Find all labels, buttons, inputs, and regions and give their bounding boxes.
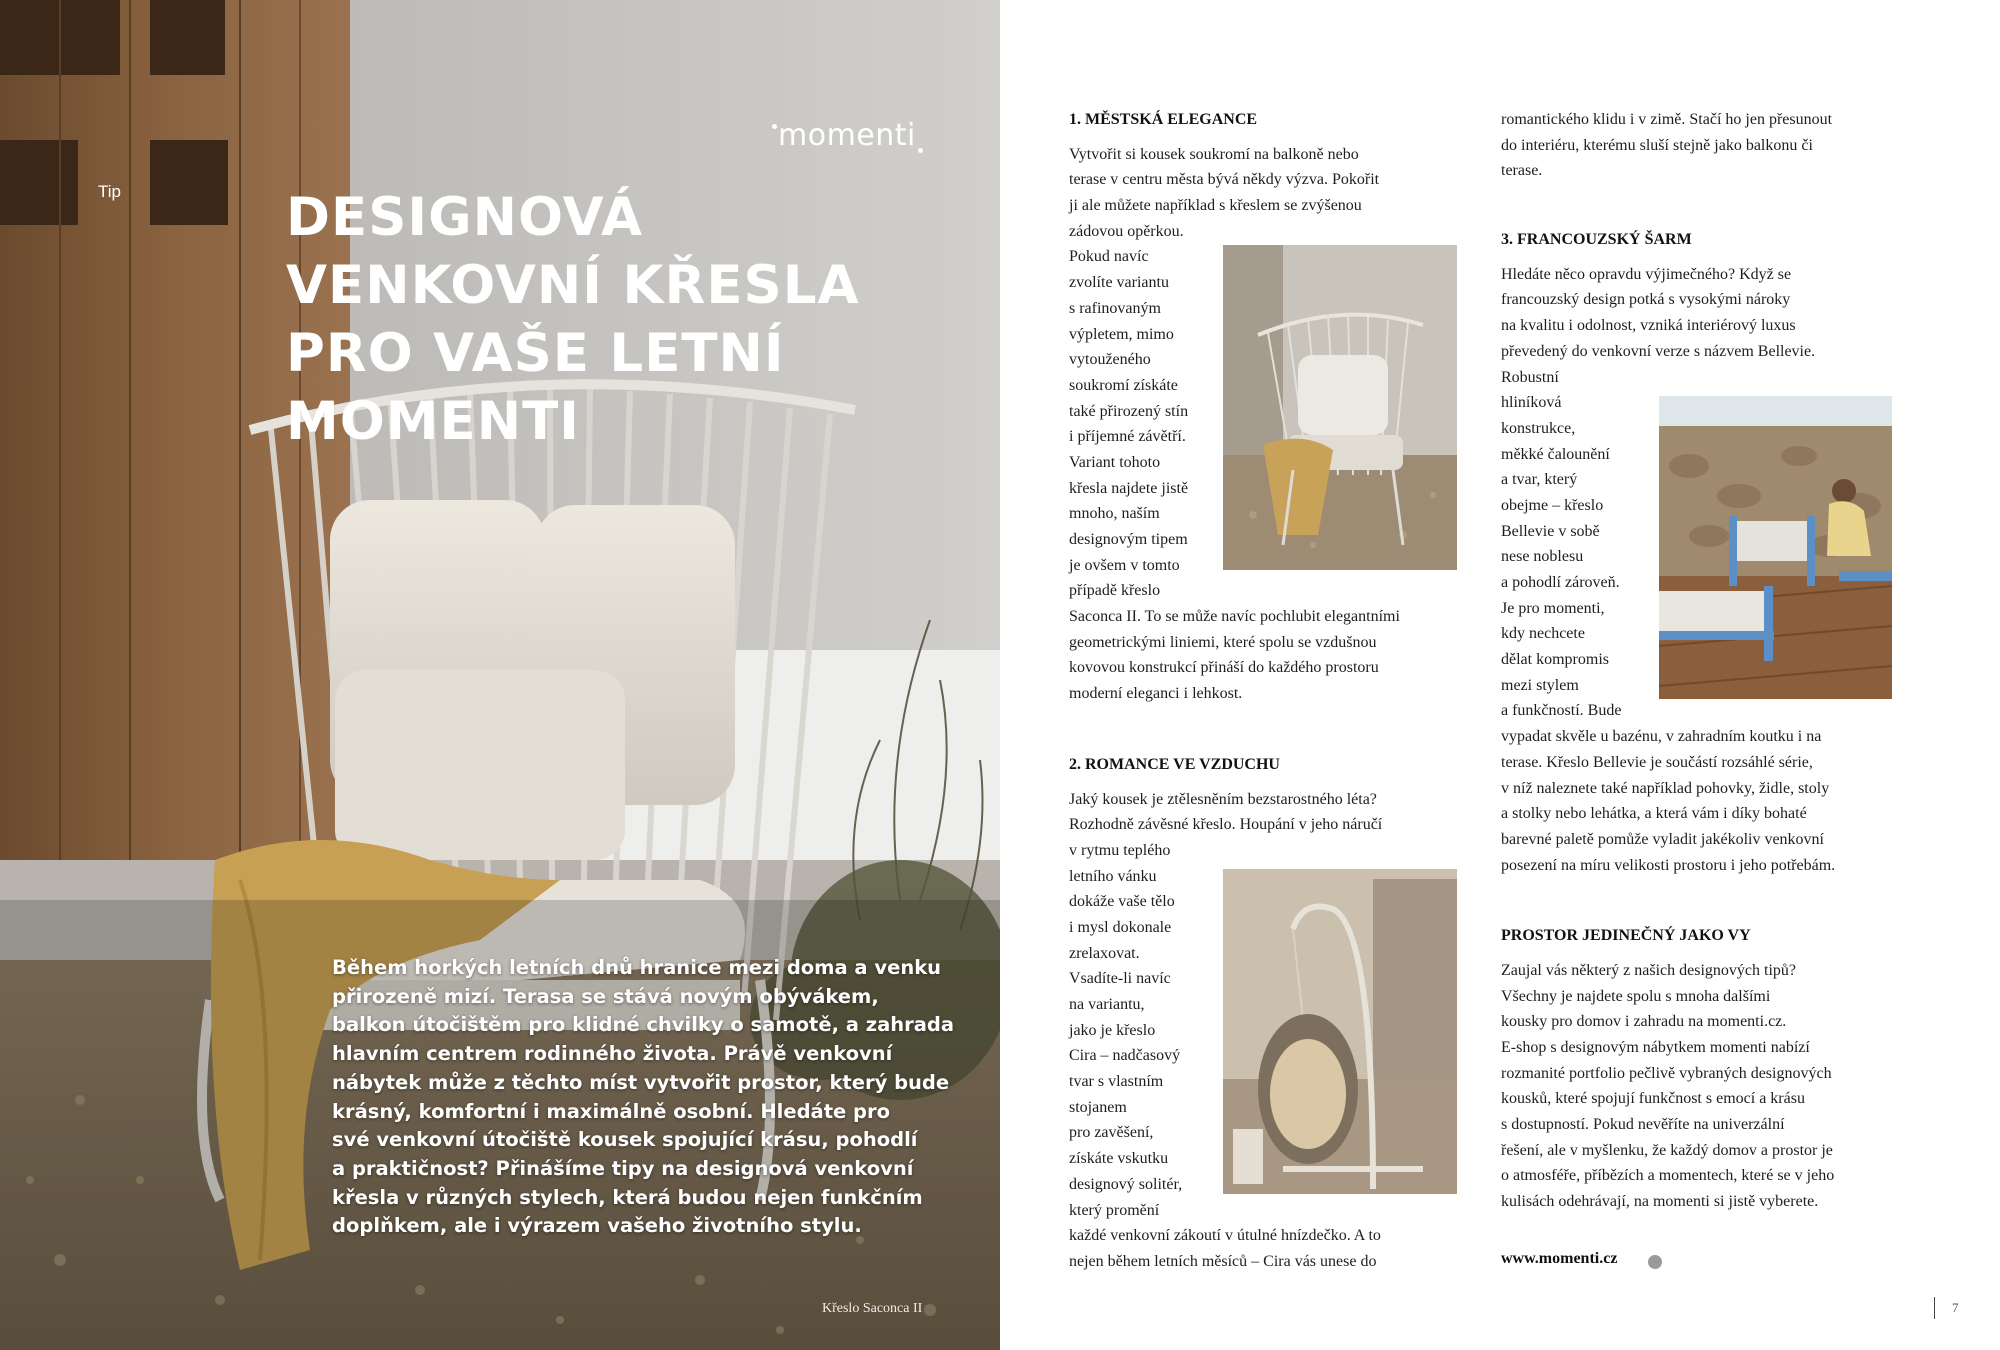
text-line: barevné paletě pomůže vyladit jakékoliv venkovní <box>1501 830 1824 848</box>
text-line: kousků, které spojují funkčnost s emocí a krásu <box>1501 1090 1805 1108</box>
text-line: vypadat skvěle u bazénu, v zahradním koutku i na <box>1501 728 1822 746</box>
text-line: jako je křeslo <box>1069 1021 1156 1039</box>
section-continuation <box>1501 107 1901 184</box>
text-line: soukromí získáte <box>1069 376 1178 394</box>
text-line: i mysl dokonale <box>1069 918 1172 936</box>
text-line: zádovou opěrkou. <box>1069 222 1184 240</box>
text-line: dokáže vaše tělo <box>1069 893 1175 911</box>
text-line: kdy nechcete <box>1501 625 1585 643</box>
text-line: Variant tohoto <box>1069 453 1161 471</box>
bellevie-chair-image <box>1659 396 1892 699</box>
text-line: francouzský design potká s vysokými nároky <box>1501 291 1791 309</box>
text-line: případě křeslo <box>1069 582 1161 600</box>
text-line: Pokud navíc <box>1069 248 1149 266</box>
text-line: Zaujal vás některý z našich designových tipů? <box>1501 961 1797 979</box>
section-title-prostor-jedinecny: PROSTOR JEDINEČNÝ JAKO VY <box>1501 927 1751 945</box>
text-line: křesla najdete jistě <box>1069 479 1189 497</box>
text-line: pro zavěšení, <box>1069 1124 1154 1142</box>
photo-caption: Křeslo Saconca II <box>822 1301 923 1316</box>
text-line: převedený do venkovní verze s názvem Bellevie. <box>1501 342 1816 360</box>
text-line: terase v centru města bývá někdy výzva. Pokořit <box>1069 171 1380 189</box>
text-line: také přirozený stín <box>1069 402 1189 420</box>
logo-text: momenti <box>778 118 916 153</box>
cira-chair-image <box>1223 869 1457 1194</box>
text-line: dělat kompromis <box>1501 651 1609 669</box>
text-line: do interiéru, kterému sluší stejně jako balkonu či <box>1501 136 1813 154</box>
section-title-mestska-elegance: 1. MĚSTSKÁ ELEGANCE <box>1069 111 1258 128</box>
text-line: romantického klidu i v zimě. Stačí ho jen přesunout <box>1501 111 1833 128</box>
text-line: Saconca II. To se může navíc pochlubit elegantními <box>1069 608 1400 626</box>
text-line: rozmanité portfolio pečlivě vybraných designových <box>1501 1064 1832 1082</box>
section-title-francouzsky-sarm: 3. FRANCOUZSKÝ ŠARM <box>1501 231 1692 249</box>
text-line: kovovou konstrukcí přináší do každého prostoru <box>1069 659 1379 677</box>
text-line: Vsadíte-li navíc <box>1069 970 1171 988</box>
intro-paragraph <box>332 954 955 1241</box>
text-line: designovým tipem <box>1069 531 1188 549</box>
intro-line: krásný, komfortní i maximálně osobní. Hledáte pro <box>332 1099 891 1123</box>
text-line: terase. <box>1501 162 1543 180</box>
text-line: ji ale můžete například s křeslem se zvýšenou <box>1069 197 1362 215</box>
intro-line: a praktičnost? Přinášíme tipy na designová venkovní <box>332 1156 914 1180</box>
intro-line: své venkovní útočiště kousek spojující krásu, pohodlí <box>332 1128 918 1152</box>
text-line: Bellevie v sobě <box>1501 522 1600 540</box>
text-line: o atmosféře, příbězích a momentech, které se v jeho <box>1501 1167 1835 1185</box>
text-line: který promění <box>1069 1201 1160 1219</box>
text-line: vytouženého <box>1069 351 1151 369</box>
text-line: obejme – křeslo <box>1501 496 1604 514</box>
inset-photo-bellevie <box>1659 396 1892 699</box>
text-line: Je pro momenti, <box>1501 599 1605 617</box>
page-number-divider <box>1934 1297 1935 1319</box>
inset-photo-cira <box>1223 869 1457 1194</box>
tip-label: Tip <box>98 182 121 201</box>
inset-photo-saconca <box>1223 245 1457 570</box>
text-line: stojanem <box>1069 1098 1127 1116</box>
bullet-dot-icon <box>1648 1255 1662 1269</box>
intro-line: balkon útočištěm pro klidné chvilky o samotě, a zahrada <box>332 1013 955 1037</box>
text-line: a pohodlí zároveň. <box>1501 574 1620 592</box>
text-line: s rafinovaným <box>1069 299 1161 317</box>
intro-line: přirozeně mizí. Terasa se stává novým obývákem, <box>332 984 879 1008</box>
intro-line: doplňkem, ale i výrazem vašeho životního stylu. <box>332 1214 862 1238</box>
text-line: získáte vskutku <box>1069 1150 1169 1168</box>
text-line: zvolíte variantu <box>1069 274 1169 292</box>
text-line: letního vánku <box>1069 867 1157 885</box>
text-line: i příjemné závětří. <box>1069 428 1186 446</box>
intro-line: Během horkých letních dnů hranice mezi doma a venku <box>332 956 942 979</box>
text-line: na kvalitu i odolnost, vzniká interiérový luxus <box>1501 317 1796 335</box>
text-line: v níž naleznete také například pohovky, židle, stoly <box>1501 779 1830 797</box>
text-line: terase. Křeslo Bellevie je součástí rozsáhlé série, <box>1501 753 1813 771</box>
text-line: kulisách odehrávají, na momenti si jistě vyberete. <box>1501 1193 1819 1211</box>
text-line: mnoho, naším <box>1069 505 1160 523</box>
section-title-romance-ve-vzduchu: 2. ROMANCE VE VZDUCHU <box>1069 755 1280 773</box>
text-line: hliníková <box>1501 394 1562 412</box>
text-line: výpletem, mimo <box>1069 325 1174 343</box>
text-line: konstrukce, <box>1501 419 1576 437</box>
intro-line: hlavním centrem rodinného života. Právě venkovní <box>332 1042 893 1066</box>
text-line: řešení, ale v myšlenku, že každý domov a prostor je <box>1501 1141 1833 1159</box>
text-line: designový solitér, <box>1069 1175 1183 1193</box>
text-line: s dostupností. Pokud nevěříte na univerzální <box>1501 1116 1785 1134</box>
headline-line: MOMENTI <box>286 391 580 452</box>
text-line: a tvar, který <box>1501 471 1578 489</box>
text-line: moderní eleganci i lehkost. <box>1069 685 1243 703</box>
momenti-logo <box>772 118 923 153</box>
page-number: 7 <box>1952 1300 1959 1315</box>
text-line: nejen během letních měsíců – Cira vás unese do <box>1069 1252 1377 1270</box>
headline-line: PRO VAŠE LETNÍ <box>286 323 785 384</box>
text-line: Robustní <box>1501 368 1559 386</box>
headline-line: VENKOVNÍ KŘESLA <box>286 255 860 316</box>
text-line: E-shop s designovým nábytkem momenti nabízí <box>1501 1039 1810 1057</box>
text-line: měkké čalounění <box>1501 445 1610 463</box>
text-line: v rytmu teplého <box>1069 841 1171 859</box>
text-line: Vytvořit si kousek soukromí na balkoně nebo <box>1069 145 1359 163</box>
text-line: Cira – nadčasový <box>1069 1047 1181 1065</box>
article-headline <box>286 184 906 456</box>
text-line: Všechny je najdete spolu s mnoha dalšími <box>1501 987 1771 1005</box>
headline-line: DESIGNOVÁ <box>286 187 644 248</box>
text-line: a funkčností. Bude <box>1501 702 1622 720</box>
text-line: tvar s vlastním <box>1069 1073 1164 1091</box>
text-line: na variantu, <box>1069 996 1145 1014</box>
text-line: je ovšem v tomto <box>1069 556 1180 574</box>
text-line: a stolky nebo lehátka, a která vám i díky bohaté <box>1501 805 1807 823</box>
text-line: Rozhodně závěsné křeslo. Houpání v jeho náručí <box>1069 816 1383 834</box>
text-line: geometrickými liniemi, které spolu se vzdušnou <box>1069 633 1377 651</box>
website-link[interactable]: www.momenti.cz <box>1501 1250 1618 1267</box>
text-line: zrelaxovat. <box>1069 944 1140 962</box>
section-body-prostor-jedinecny <box>1501 958 1901 1215</box>
text-line: kousky pro domov i zahradu na momenti.cz. <box>1501 1013 1787 1031</box>
intro-line: křesla v různých stylech, která budou nejen funkčním <box>332 1185 923 1209</box>
text-line: každé venkovní zákoutí v útulné hnízdečko. A to <box>1069 1227 1381 1245</box>
text-line: Hledáte něco opravdu výjimečného? Když se <box>1501 265 1792 283</box>
text-line: Jaký kousek je ztělesněním bezstarostného léta? <box>1069 790 1377 808</box>
intro-line: nábytek může z těchto míst vytvořit prostor, který bude <box>332 1070 950 1094</box>
text-line: mezi stylem <box>1501 676 1579 694</box>
saconca-chair-image <box>1223 245 1457 570</box>
text-line: posezení na míru velikosti prostoru i jeho potřebám. <box>1501 856 1836 874</box>
text-line: nese noblesu <box>1501 548 1584 566</box>
